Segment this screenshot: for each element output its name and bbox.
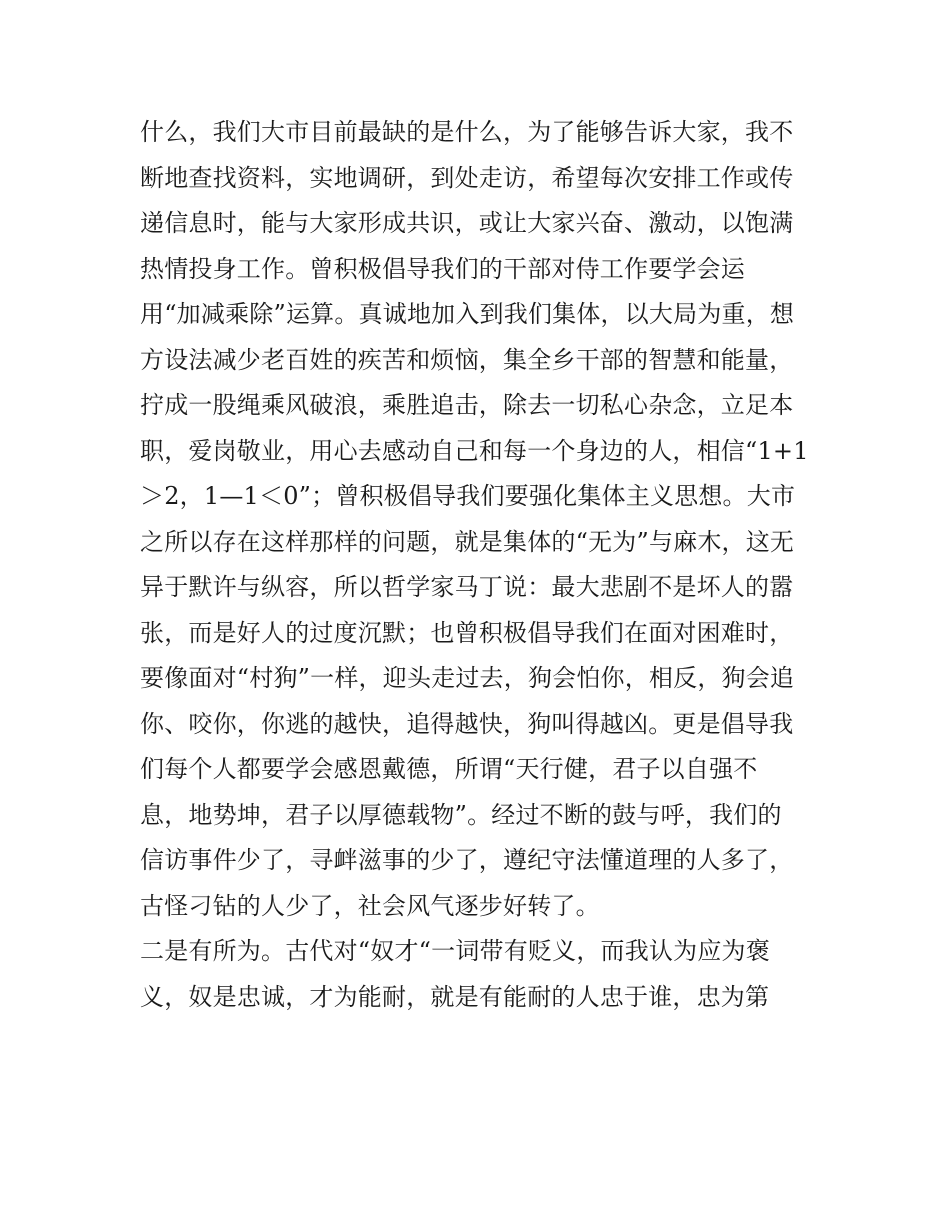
text-line: 职，爱岗敬业，用心去感动自己和每一个身边的人，相信“1+1 [140,436,809,465]
text-line: 义，奴是忠诚，才为能耐，就是有能耐的人忠于谁，忠为第 [140,982,770,1011]
text-line: 们每个人都要学会感恩戴德，所谓“天行健，君子以自强不 [140,755,758,783]
text-line: 息，地势坤，君子以厚德载物”。经过不断的鼓与呼，我们的 [140,800,782,829]
text-line: 拧成一股绳乘风破浪，乘胜追击，除去一切私心杂念，立足本 [140,391,794,419]
text-line: 异于默许与纵容，所以哲学家马丁说：最大悲剧不是坏人的嚣 [140,573,794,601]
text-line: 递信息时，能与大家形成共识，或让大家兴奋、激动，以饱满 [140,209,794,237]
text-line: 信访事件少了，寻衅滋事的少了，遵纪守法懂道理的人多了， [140,846,794,874]
text-line: 二是有所为。古代对“奴才“一词带有贬义，而我认为应为褒 [140,937,770,965]
text-line: ＞2，1—1＜0”；曾积极倡导我们要强化集体主义思想。大市 [140,482,796,510]
text-line: 张，而是好人的过度沉默；也曾积极倡导我们在面对困难时， [140,618,794,647]
text-line: 要像面对“村狗”一样，迎头走过去，狗会怕你，相反，狗会追 [140,664,795,692]
text-line: 什么，我们大市目前最缺的是什么，为了能够告诉大家，我不 [140,118,794,146]
body-text [140,110,820,1020]
text-line: 热情投身工作。曾积极倡导我们的干部对侍工作要学会运 [140,254,745,283]
text-line: 之所以存在这样那样的问题，就是集体的“无为”与麻木，这无 [140,527,795,556]
text-line: 断地查找资料，实地调研，到处走访，希望每次安排工作或传 [140,163,794,192]
text-line: 用“加减乘除”运算。真诚地加入到我们集体，以大局为重，想 [140,300,795,328]
text-line: 方设法减少老百姓的疾苦和烦恼，集全乡干部的智慧和能量， [140,345,794,374]
text-line: 你、咬你，你逃的越快，追得越快，狗叫得越凶。更是倡导我 [140,709,794,738]
text-line: 古怪刁钻的人少了，社会风气逐步好转了。 [140,891,600,920]
